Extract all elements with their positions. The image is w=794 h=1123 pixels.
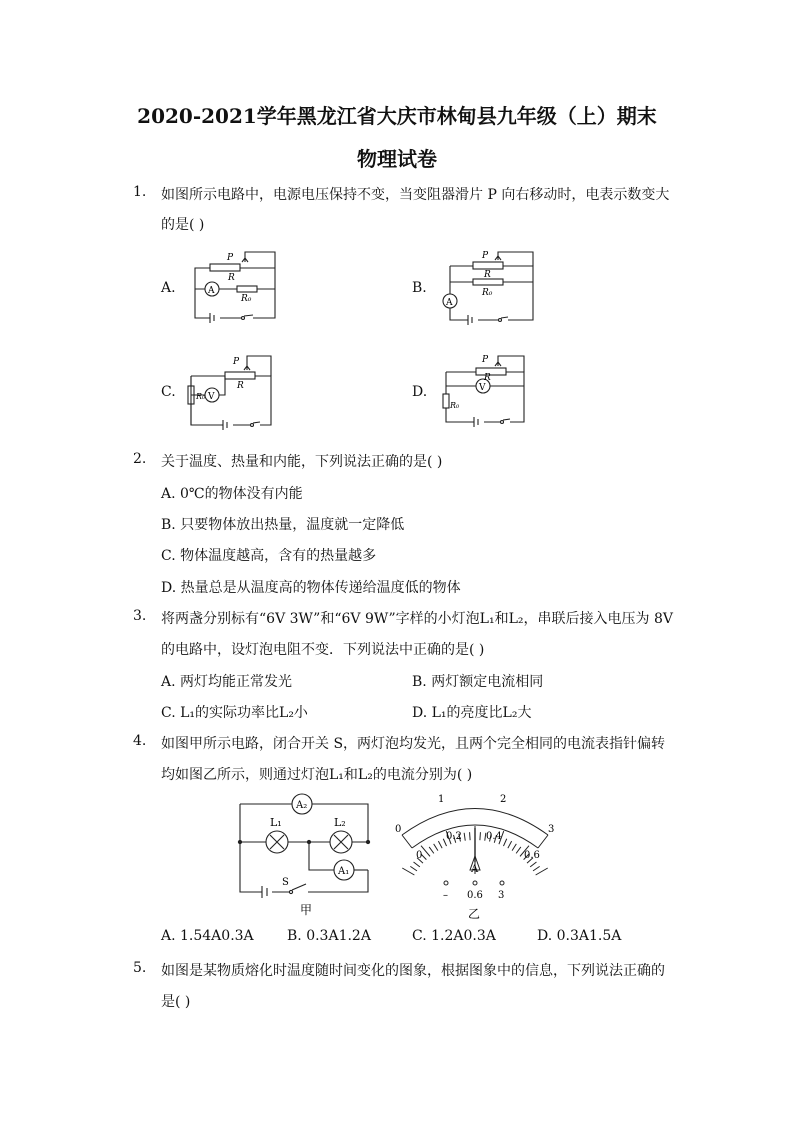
- option-a-label: A.: [161, 280, 176, 296]
- switch-s-label: S: [282, 877, 289, 888]
- question-stem: 关于温度、热量和内能，下列说法正确的是( ): [161, 454, 443, 470]
- svg-text:R₀: R₀: [482, 288, 493, 298]
- circuit-diagram-b: [438, 246, 538, 326]
- option-b: B. 两灯额定电流相同: [412, 674, 544, 690]
- question-stem-cont: 的是( ): [161, 217, 205, 233]
- dial-tick: [512, 844, 516, 851]
- bulb-l2-label: L₂: [334, 816, 346, 829]
- svg-text:0.2: 0.2: [446, 831, 462, 842]
- svg-text:P: P: [233, 357, 240, 367]
- option-c-label: C.: [161, 384, 176, 400]
- option-c: C. 物体温度越高，含有的热量越多: [161, 548, 377, 564]
- bulb-l1-label: L₁: [270, 816, 282, 829]
- svg-text:0: 0: [395, 824, 402, 835]
- circuit-diagram-a: [185, 246, 285, 324]
- svg-text:1: 1: [438, 794, 445, 805]
- svg-text:R: R: [484, 270, 491, 280]
- circuit-diagram-d: [438, 350, 538, 434]
- dial-tick: [536, 868, 548, 875]
- option-d-label: D.: [412, 384, 428, 400]
- dial-tick: [429, 847, 434, 853]
- question-number: 1.: [133, 184, 147, 200]
- svg-text:R: R: [484, 373, 491, 383]
- svg-text:0.6: 0.6: [524, 850, 540, 861]
- resistor-r-label: R: [228, 273, 235, 283]
- svg-text:3: 3: [548, 824, 555, 835]
- unit-a-label: A: [471, 864, 479, 875]
- ammeter-a1-label: A₁: [338, 866, 350, 877]
- svg-text:V: V: [208, 392, 215, 402]
- dial-tick: [508, 841, 512, 848]
- resistor-r0-label: R₀: [241, 294, 252, 304]
- dial-tick: [470, 832, 471, 840]
- question-stem: 如图甲所示电路，闭合开关 S，两灯泡均发光，且两个完全相同的电流表指针偏转: [161, 736, 666, 752]
- svg-text:R₀: R₀: [450, 401, 460, 410]
- dial-tick: [464, 833, 465, 841]
- option-d: D. 0.3A1.5A: [537, 928, 622, 944]
- option-a: A. 1.54A0.3A: [161, 928, 254, 944]
- question-stem-cont: 的电路中，设灯泡电阻不变．下列说法中正确的是( ): [161, 642, 485, 658]
- page-subtitle: 物理试卷: [357, 147, 437, 171]
- slider-p-label: P: [227, 253, 234, 263]
- question-stem-cont: 均如图乙所示，则通过灯泡L₁和L₂的电流分别为( ): [161, 767, 473, 783]
- ammeter-label: A: [208, 286, 215, 296]
- svg-text:A: A: [446, 298, 453, 308]
- ammeter-dial-yi: [390, 790, 560, 925]
- svg-text:0.4: 0.4: [486, 831, 502, 842]
- dial-tick: [533, 866, 540, 870]
- option-c: C. L₁的实际功率比L₂小: [161, 705, 308, 721]
- question-number: 3.: [133, 608, 147, 624]
- question-number: 2.: [133, 451, 147, 467]
- page-title: 2020-2021学年黑龙江省大庆市林甸县九年级（上）期末: [137, 104, 657, 128]
- ammeter-a2-label: A₂: [296, 800, 308, 811]
- option-b: B. 只要物体放出热量，温度就一定降低: [161, 517, 405, 533]
- dial-tick: [530, 862, 536, 867]
- circuit-diagram-c: [185, 350, 275, 432]
- option-b-label: B.: [412, 280, 427, 296]
- question-number: 5.: [133, 960, 147, 976]
- dial-tick: [434, 844, 438, 851]
- svg-text:2: 2: [500, 794, 507, 805]
- svg-text:R₀: R₀: [196, 392, 206, 401]
- dial-tick: [503, 839, 506, 846]
- dial-tick: [438, 841, 442, 848]
- figure-yi-label: 乙: [468, 907, 481, 921]
- svg-text:P: P: [482, 355, 489, 365]
- dial-tick: [414, 862, 420, 867]
- question-number: 4.: [133, 733, 147, 749]
- question-stem-cont: 是( ): [161, 994, 191, 1010]
- option-d: D. L₁的亮度比L₂大: [412, 705, 532, 721]
- option-a: A. 0℃的物体没有内能: [161, 486, 303, 502]
- dial-tick: [410, 866, 417, 870]
- svg-text:3: 3: [498, 890, 505, 901]
- dial-tick: [480, 832, 481, 840]
- option-a: A. 两灯均能正常发光: [161, 674, 293, 690]
- svg-text:V: V: [479, 383, 486, 393]
- figure-jia-label: 甲: [300, 903, 313, 917]
- option-c: C. 1.2A0.3A: [412, 928, 496, 944]
- circuit-jia: [234, 790, 374, 920]
- svg-text:0.6: 0.6: [467, 890, 483, 901]
- svg-text:P: P: [482, 251, 489, 261]
- dial-tick: [402, 868, 414, 875]
- question-stem: 如图所示电路中，电源电压保持不变，当变阻器滑片 P 向右移动时，电表示数变大: [161, 187, 670, 203]
- question-stem: 将两盏分别标有“6V 3W”和“6V 9W”字样的小灯泡L₁和L₂，串联后接入电压为 8V: [161, 611, 673, 627]
- svg-text:0: 0: [416, 850, 423, 861]
- dial-tick: [516, 847, 521, 853]
- svg-text:R: R: [237, 381, 244, 391]
- question-stem: 如图是某物质熔化时温度随时间变化的图象，根据图象中的信息，下列说法正确的: [161, 963, 665, 979]
- option-b: B. 0.3A1.2A: [287, 928, 371, 944]
- svg-text:–: –: [443, 890, 448, 901]
- option-d: D. 热量总是从温度高的物体传递给温度低的物体: [161, 580, 461, 596]
